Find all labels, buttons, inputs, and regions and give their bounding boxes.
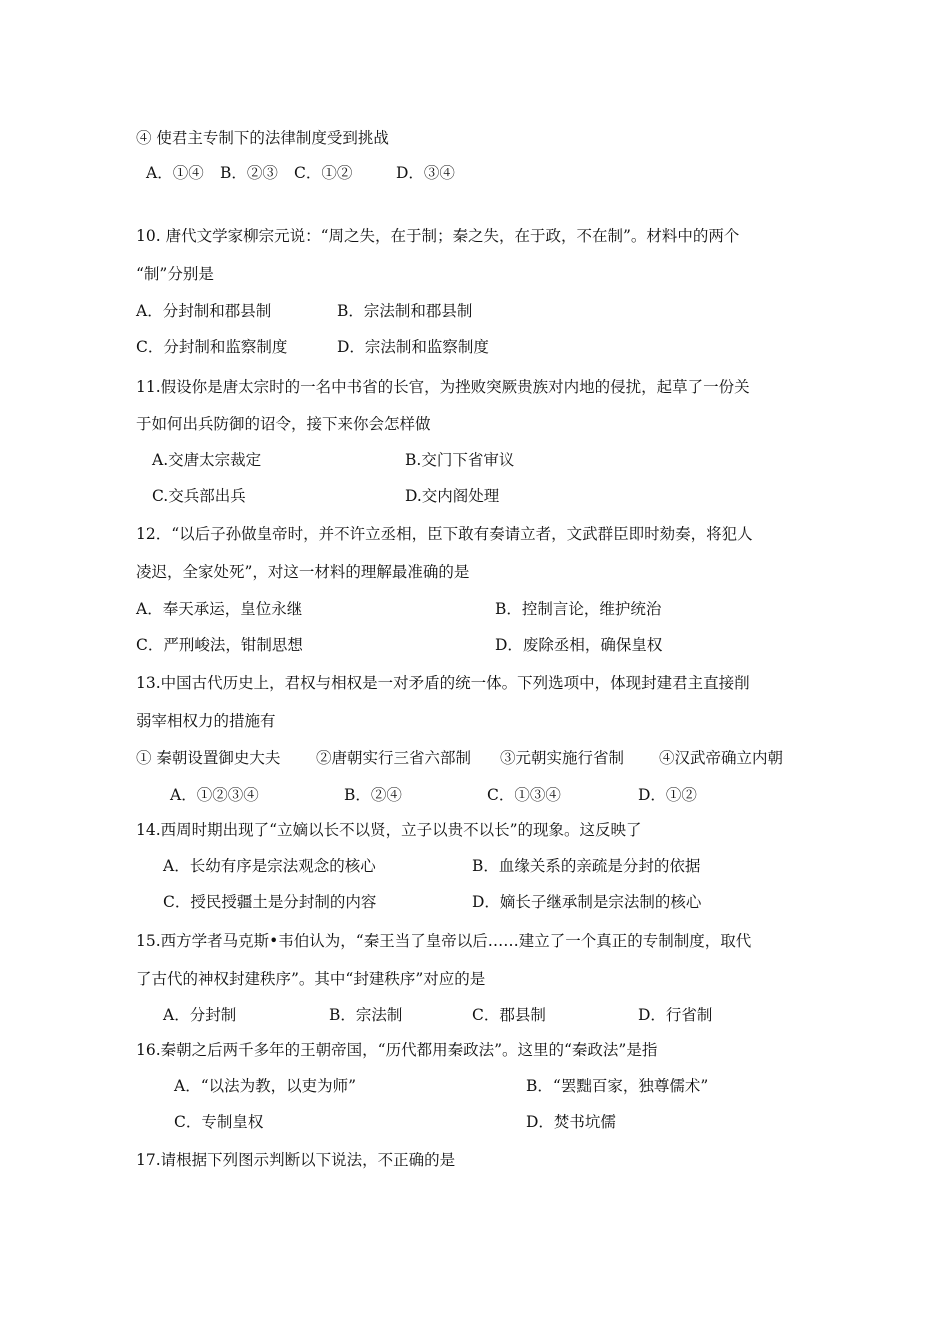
q13-option-a: A．①②③④ (170, 786, 259, 804)
q12-option-a: A．奉天承运，皇位永继 (136, 600, 303, 618)
q16-option-a: A．“以法为教，以吏为师” (174, 1077, 357, 1095)
q10-option-b: B．宗法制和郡县制 (337, 302, 473, 320)
q11-stem-line-2: 于如何出兵防御的诏令，接下来你会怎样做 (136, 415, 431, 433)
q9-item-4: ④ 使君主专制下的法律制度受到挑战 (136, 129, 389, 147)
q16-option-b: B．“罢黜百家，独尊儒术” (526, 1077, 709, 1095)
q14-stem-line-1: 14.西周时期出现了“立嫡以长不以贤，立子以贵不以长”的现象。这反映了 (136, 821, 642, 839)
q13-item-4: ④汉武帝确立内朝 (659, 749, 784, 767)
q14-option-c: C．授民授疆土是分封制的内容 (163, 893, 377, 911)
q14-option-d: D．嫡长子继承制是宗法制的核心 (472, 893, 702, 911)
q10-option-d: D．宗法制和监察制度 (337, 338, 489, 356)
q12-option-b: B．控制言论，维护统治 (495, 600, 662, 618)
q10-option-c: C．分封制和监察制度 (136, 338, 288, 356)
q13-option-c: C．①③④ (487, 786, 561, 804)
q12-stem-line-1: 12．“以后子孙做皇帝时，并不许立丞相，臣下敢有奏请立者，文武群臣即时劾奏，将犯人 (136, 525, 753, 543)
q11-stem-line-1: 11.假设你是唐太宗时的一名中书省的长官，为挫败突厥贵族对内地的侵扰，起草了一份关 (136, 378, 750, 396)
q9-option-c: C．①② (294, 164, 353, 182)
q17-stem-line-1: 17.请根据下列图示判断以下说法，不正确的是 (136, 1151, 456, 1169)
q12-option-c: C．严刑峻法，钳制思想 (136, 636, 303, 654)
q11-option-d: D.交内阁处理 (405, 487, 500, 505)
q15-stem-line-2: 了古代的神权封建秩序”。其中“封建秩序”对应的是 (136, 970, 486, 988)
q15-option-c: C．郡县制 (472, 1006, 546, 1024)
q13-option-d: D．①② (638, 786, 697, 804)
q13-item-1: ① 秦朝设置御史大夫 (136, 749, 281, 767)
q12-option-d: D．废除丞相，确保皇权 (495, 636, 663, 654)
q15-option-d: D．行省制 (638, 1006, 713, 1024)
q13-stem-line-1: 13.中国古代历史上，君权与相权是一对矛盾的统一体。下列选项中，体现封建君主直接削 (136, 674, 750, 692)
q13-option-b: B．②④ (344, 786, 402, 804)
q16-option-d: D．焚书坑儒 (526, 1113, 616, 1131)
q13-item-3: ③元朝实施行省制 (500, 749, 625, 767)
q16-option-c: C．专制皇权 (174, 1113, 264, 1131)
q10-stem-line-1: 10. 唐代文学家柳宗元说：“周之失，在于制；秦之失，在于政，不在制”。材料中的两个 (136, 227, 740, 245)
q9-option-a: A．①④ (146, 164, 204, 182)
q13-item-2: ②唐朝实行三省六部制 (316, 749, 472, 767)
q9-option-b: B．②③ (220, 164, 278, 182)
q14-option-b: B．血缘关系的亲疏是分封的依据 (472, 857, 701, 875)
q10-option-a: A．分封制和郡县制 (136, 302, 272, 320)
q9-option-d: D．③④ (396, 164, 455, 182)
q16-stem-line-1: 16.秦朝之后两千多年的王朝帝国，“历代都用秦政法”。这里的“秦政法”是指 (136, 1041, 658, 1059)
q15-option-a: A．分封制 (163, 1006, 237, 1024)
q15-option-b: B．宗法制 (329, 1006, 403, 1024)
q12-stem-line-2: 凌迟，全家处死”，对这一材料的理解最准确的是 (136, 563, 470, 581)
q15-stem-line-1: 15.西方学者马克斯•韦伯认为，“秦王当了皇帝以后……建立了一个真正的专制制度，取代 (136, 932, 752, 950)
q10-stem-line-2: “制”分别是 (136, 265, 214, 283)
q14-option-a: A．长幼有序是宗法观念的核心 (163, 857, 376, 875)
q11-option-c: C.交兵部出兵 (152, 487, 246, 505)
q11-option-b: B.交门下省审议 (405, 451, 515, 469)
q13-stem-line-2: 弱宰相权力的措施有 (136, 712, 276, 730)
q11-option-a: A.交唐太宗裁定 (152, 451, 262, 469)
